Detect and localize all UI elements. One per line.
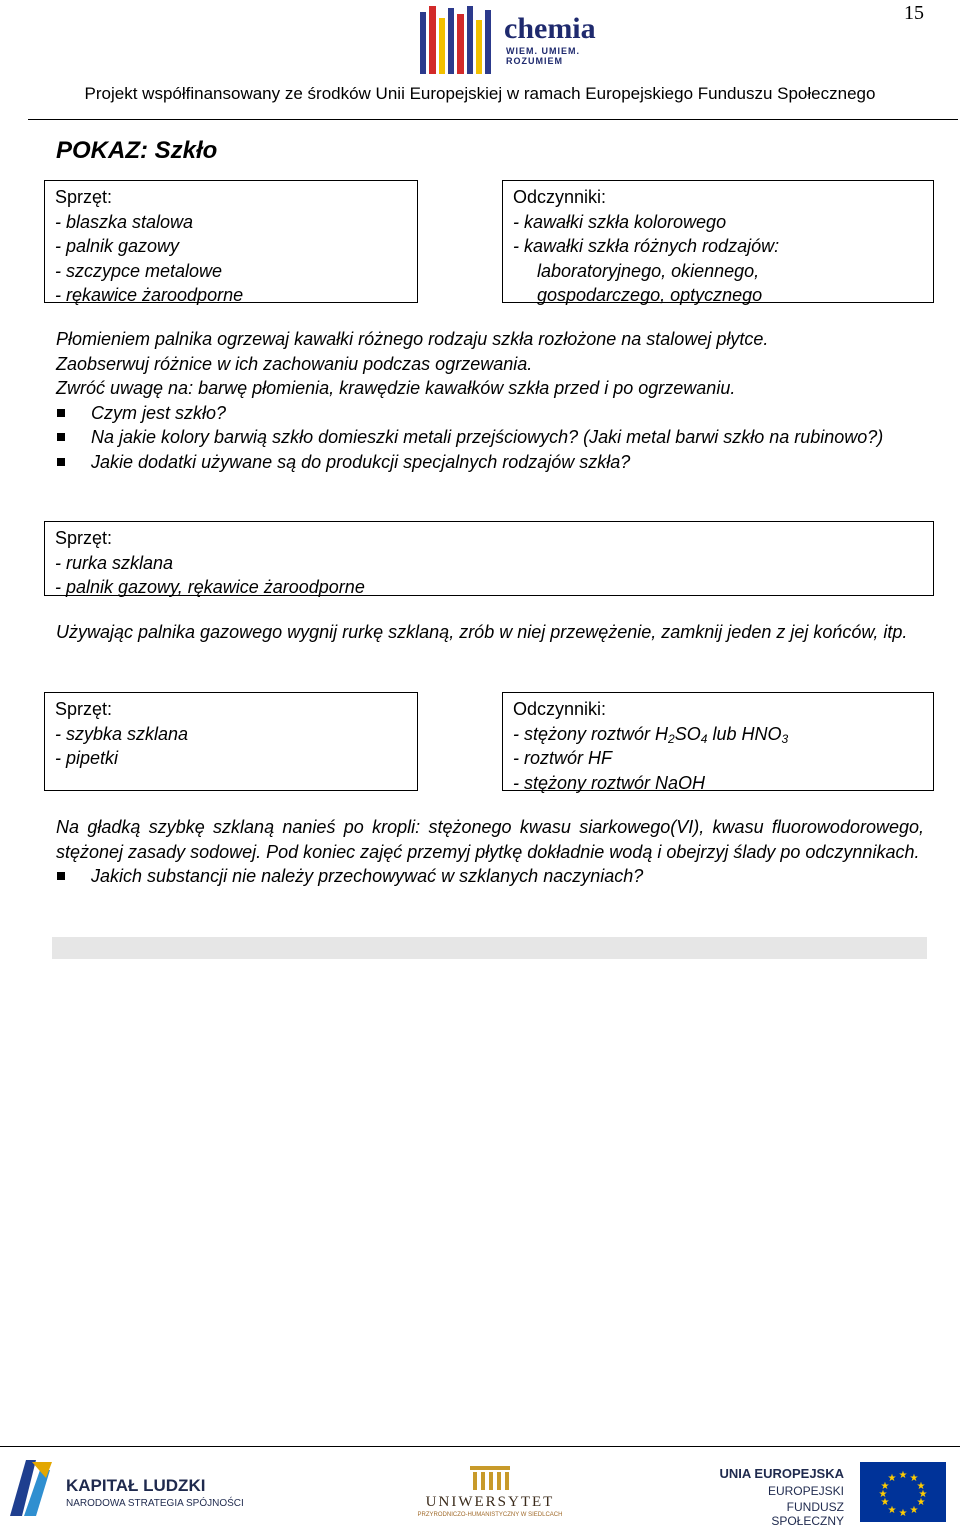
eu-title: UNIA EUROPEJSKA [719,1466,844,1481]
reagent-item-acid [513,722,923,747]
reagents-box-3 [502,692,934,791]
question-bullet: Jakich substancji nie należy przechowywać w szklanych naczyniach? [56,864,924,889]
equipment-box-1 [44,180,418,303]
university-emblem [410,1460,570,1492]
eu-logo [714,1462,950,1528]
reagents-heading: Odczynniki: [513,187,607,207]
footer-divider [0,1446,960,1447]
funding-statement: Projekt współfinansowany ze środków Unii Europejskiej w ramach Europejskiego Funduszu Społecznego [84,84,876,103]
formula-part: - stężony roztwór H [513,723,669,744]
formula-part: SO [674,723,701,744]
reagent-item: - roztwór HF [513,748,612,768]
formula-subscript: 2 [668,731,675,746]
reagent-item: laboratoryjnego, okiennego, [537,260,760,281]
instructions-2: Używając palnika gazowego wygnij rurkę szklaną, zrób w niej przewężenie, zamknij jeden z jej końców, itp. [56,622,908,642]
reagent-item: - stężony roztwór NaOH [513,772,706,793]
kapital-ludzki-logo [6,1456,256,1522]
university-logo [410,1460,570,1526]
reagent-item: gospodarczego, optycznego [537,285,763,305]
svg-text:★: ★ [880,1497,890,1508]
reagents-box-1 [502,180,934,303]
instruction-line: Zaobserwuj różnice w ich zachowaniu podczas ogrzewania. [56,353,533,374]
equipment-item: - palnik gazowy, rękawice żaroodporne [55,577,365,597]
svg-text:★: ★ [887,1505,897,1516]
header-divider [28,119,958,120]
eu-flag-icon [860,1462,946,1522]
instruction-line: Płomieniem palnika ogrzewaj kawałki różnego rodzaju szkła rozłożone na stalowej płytce. [56,329,769,349]
equipment-box-2 [44,521,934,596]
equipment-item: - blaszka stalowa [55,211,194,232]
page-title: POKAZ: Szkło [56,137,218,164]
chemia-logo [418,4,628,78]
equipment-item: - pipetki [55,748,119,768]
equipment-item: - szybka szklana [55,723,189,744]
instructions-1 [56,327,924,474]
page-number: 15 [904,2,924,24]
svg-text:★: ★ [898,1508,908,1519]
kl-subtitle: NARODOWA STRATEGIA SPÓJNOŚCI [66,1498,244,1509]
university-name: UNIWERSYTET [425,1494,555,1510]
eu-subtitle-1: EUROPEJSKI [767,1484,844,1498]
svg-text:★: ★ [887,1473,897,1484]
svg-text:★: ★ [898,1470,908,1481]
equipment-heading: Sprzęt: [55,528,113,548]
question-bullet: Na jakie kolory barwią szkło domieszki metali przejściowych? (Jaki metal barwi szkło na rubinowo?) [56,425,924,450]
svg-text:★: ★ [916,1497,926,1508]
logo-tagline: WIEM. UMIEM. ROZUMIEM [506,46,580,66]
equipment-box-3 [44,692,418,791]
instruction-text: Na gładką szybkę szklaną nanieś po kropli: stężonego kwasu siarkowego(VI), kwasu fluorowodorowego, stężonej zasady sodowej. Pod koniec zajęć przemyj płytkę dokładnie wodą i obejrzyj ślady po odczynnikach. [56,817,924,862]
question-bullet: Czym jest szkło? [56,401,924,426]
equipment-item: - rękawice żaroodporne [55,285,244,305]
formula-subscript: 3 [781,731,789,746]
question-bullet: Jakie dodatki używane są do produkcji specjalnych rodzajów szkła? [56,450,924,475]
reagents-heading: Odczynniki: [513,699,607,719]
svg-text:★: ★ [909,1505,919,1516]
equipment-heading: Sprzęt: [55,187,113,207]
svg-text:★: ★ [878,1489,888,1500]
svg-text:★: ★ [880,1481,890,1492]
formula-part: lub HNO [707,723,782,744]
eu-subtitle-2: FUNDUSZ SPOŁECZNY [771,1500,844,1528]
svg-text:★: ★ [918,1489,928,1500]
formula-subscript: 4 [700,731,708,746]
reagent-item: - kawałki szkła kolorowego [513,211,727,232]
kl-title: KAPITAŁ LUDZKI [66,1476,206,1495]
svg-text:★: ★ [916,1481,926,1492]
reagent-item: - kawałki szkła różnych rodzajów: [513,236,780,256]
equipment-heading: Sprzęt: [55,699,113,719]
equipment-item: - rurka szklana [55,552,174,573]
grey-bar [52,937,927,959]
instructions-3 [56,815,924,889]
university-subtitle: PRZYRODNICZO-HUMANISTYCZNY W SIEDLCACH [417,1512,563,1518]
equipment-item: - palnik gazowy [55,236,180,256]
svg-text:★: ★ [909,1473,919,1484]
logo-word: chemia [504,12,596,45]
kapital-ludzki-emblem [6,1456,54,1520]
instruction-line: Zwróć uwagę na: barwę płomienia, krawędzie kawałków szkła przed i po ogrzewaniu. [56,378,736,398]
equipment-item: - szczypce metalowe [55,260,223,281]
